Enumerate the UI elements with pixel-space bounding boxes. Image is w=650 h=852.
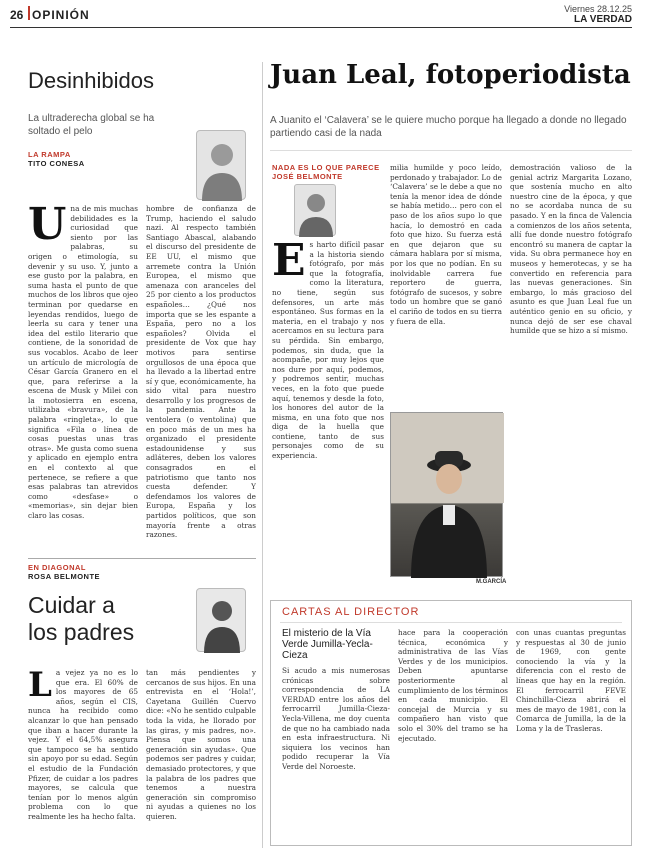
header-rule bbox=[10, 27, 632, 28]
drop-cap: L bbox=[28, 668, 52, 705]
column-separator bbox=[262, 62, 263, 848]
person-silhouette-icon bbox=[197, 589, 247, 653]
section-name: OPINIÓN bbox=[32, 8, 90, 22]
column-author: TITO CONESA bbox=[28, 159, 85, 168]
newspaper-name: LA VERDAD bbox=[574, 14, 632, 25]
main-article-title: Juan Leal, fotoperiodista bbox=[270, 60, 631, 90]
main-body-col3: demostración valioso de la genial actriz Margarita Lozano, que sostenía mucho en alto nuestro cine de la época, y que no se acordaba nunca de su pasado. Y en la finca de Valencia a comienzos de los años setenta, allí fue donde nuestro fotógrafo encontró su manera de captar la vida. Su obra permanece hoy en museos y hemerotecas, y se ha convertido en referencia para las nuevas generaciones. Sin embargo, lo más gracioso del asunto es que Juan Leal fue un auténtico genio en su oficio, y nunca dejó de ser ese chaval humilde que se hizo a sí mismo. bbox=[510, 163, 632, 336]
main-kicker: NADA ES LO QUE PARECE bbox=[272, 163, 380, 172]
issue-date: Viernes 28.12.25 bbox=[564, 4, 632, 14]
article2-body-col2: tan más pendientes y cercanos de sus hijos. En una entrevista en el ‘Hola!’, Cayetana Guillén Cuervo dice: «No he sentido culpable toda la vida, he llorado por las giras, y mis padres, no». Piensa que somos una generación sin ayudas». Que podemos ser padres y cuidar, demasiado protectores, y que la palabra de los padres que tenemos a nuestra generación sin compromiso ni ayudas a quienes no los quieren. bbox=[146, 668, 256, 821]
author-photo-jose bbox=[294, 184, 336, 236]
main-author: JOSÉ BELMONTE bbox=[272, 172, 343, 181]
letter-title: El misterio de la Vía Verde Jumilla-Yecla-Cieza bbox=[282, 628, 373, 661]
body-text: s harto difícil pasar a la historia siendo fotógrafo, por más que la fotografía, como la literatura, no tiene, según sus defensores, un arte más espontáneo. Sus formas en la materia, en el trabajo y nos acercamos en su lectura para su pérdida. Sin embargo, podemos, sin duda, que la acompañe, por muy lejos que nos dure por aquí, podemos, y podremos sentir, muchas veces, en la foto que puede aquí, tenemos y desde la foto, los honores del autor de la misma, en una foto que nos diga de la huella que contiene, tanto de sus personajes como de su experiencia. bbox=[272, 240, 384, 461]
letters-col3: con unas cuantas preguntas y respuestas al 30 de junio de 1969, con gente conociendo la vía y la diferencia con el resto de líneas que hay en la región. El ferrocarril FEVE Chinchilla-Cieza abrirá el mes de mayo de 1981, con la Comarca de Jumilla, la de la Loma y la de Trasleras. bbox=[516, 628, 626, 733]
subtitle-rule bbox=[270, 150, 632, 151]
body-text: na de mis muchas debilidades es la curiosidad que siento por las palabras, su origen o etimología, su devenir y su uso. Y, junto a ese gusto por la palabra, en suma hasta el punto de que muchos de los libros que ojeo terminan por quedarse en leyendas rendidos, luego de leerla su cara y tener una idea del estilo literario que contiene, de la sonoridad de sus vocablos. Acabo de leer un artículo de micrología de César García Granero en el que, para referirse a la escena de Musk y Milei con la motosierra en escena, utilizaba «bravura», de la palabra «ringleta», lo que significa «Fila o línea de cosas puestas unas tras otras». Me gusta como suena y aplicado en ejemplo entra en el contexto al que pertenece, se refiere a que esas palabras tan atrevidos como «desfase» o «memorias», sin dejar bien claro las cosas. bbox=[28, 204, 138, 520]
article-body-col1 bbox=[28, 204, 138, 544]
article-title-cuidar: Cuidar a los padres bbox=[28, 592, 135, 645]
section-divider-line bbox=[28, 558, 256, 559]
photo-credit: M.GARCÍA bbox=[476, 579, 507, 585]
article2-body-col1 bbox=[28, 668, 138, 848]
main-body-col1 bbox=[272, 240, 384, 585]
author-photo bbox=[196, 130, 246, 200]
article-subtitle: La ultraderecha global se ha soltado el pelo bbox=[28, 113, 155, 137]
section-divider bbox=[28, 6, 30, 20]
article-body-col2: hombre de confianza de Trump, haciendo el saludo nazi. Al respecto también Santiago Abascal, alabando el discurso del presidente de EE UU, el mismo que arremete contra la Unión Europea, el mismo que amenaza con aranceles del 25 por ciento a los productos españoles… ¿Qué nos importa que se les espante a España, pero no a los españoles? Olvida el presidente de Vox que hay motivos para sentirse orgullosos de una época que ha llevado a la libertad entre sí y que, económicamente, ha sido vital para nuestro desarrollo y los progresos de la pandemia. Ante la ventolera (o ventolina) que en poco más de un mes ha organizado el presidente estadounidense y sus adláteres, deben los valores consagrados en el patriotismo que tanto nos cuesta defender. Y defendamos los valores de Europa, España y los partidos políticos, que son mayoría frente a otras razones. bbox=[146, 204, 256, 540]
main-body-col2: milia humilde y poco leído, perdonado y trabajador. Lo de ‘Calavera’ se le debe a que no tenía la menor idea de dónde se había metido… pero con el paso de los años supo lo que hacía, lo demostró en cada foto que hizo. Su fuerza está en que dejaron que su cámara hablara por sí misma, por los que no podían. En su inolvidable carrera fue reportero de guerra, fotógrafo de sucesos, y sobre todo un hombre que se ganó el cariño de todos en su tierra y fuera de ella. bbox=[390, 163, 502, 326]
drop-cap: U bbox=[28, 204, 67, 250]
portrait-icon bbox=[391, 413, 504, 578]
person-silhouette-icon bbox=[295, 185, 337, 237]
page-number: 26 bbox=[10, 8, 24, 22]
column-kicker: LA RAMPA bbox=[28, 150, 71, 159]
body-text: a vejez ya no es lo que era. El 60% de los mayores de 65 años, según el CIS, nunca ha recibido como alcanzar lo que han pensado que iban a hacer durante la vejez. Y el 64,5% asegura que tampoco se ha sentido sin apoyo por su edad. Según el estudio de la Fundación Pfizer, de cuidar a los padres mayores, se calcula que tenían por lo menos algún problema con lo que realmente les ha hecho falta. bbox=[28, 668, 138, 821]
main-article-subtitle: A Juanito el ‘Calavera’ se le quiere mucho porque ha llegado a donde no llegado partiendo casi de la nada bbox=[270, 115, 627, 139]
letters-col1: Si acudo a mis numerosas crónicas sobre correspondencia de LA VERDAD entre los años del ferrocarril Jumilla-Cieza-Yecla-Villena, me doy cuenta de que no ha cambiado nada en esta infraestructura. Ni siquiera los vecinos han podido recuperar la Vía Verde del Noroeste. bbox=[282, 666, 390, 771]
letters-col2: hace para la cooperación técnica, económica y administrativa de las Vías Verdes y de los municipios. Deben apuntarse posteriormente al cumplimiento de los términos en cada municipio. El concejal de Murcia y su compañero han visto que solo el 30% del tramo se ha ejecutado. bbox=[398, 628, 508, 743]
person-silhouette-icon bbox=[197, 131, 247, 201]
article-title-desinhibidos: Desinhibidos bbox=[28, 68, 154, 93]
column-author-belmonte: ROSA BELMONTE bbox=[28, 572, 101, 581]
drop-cap: E bbox=[272, 240, 306, 286]
letters-header: CARTAS AL DIRECTOR bbox=[282, 606, 420, 618]
letters-rule bbox=[280, 622, 622, 623]
author-photo-rosa bbox=[196, 588, 246, 652]
main-photo-juan-leal bbox=[390, 412, 503, 577]
column-kicker-diagonal: EN DIAGONAL bbox=[28, 563, 86, 572]
